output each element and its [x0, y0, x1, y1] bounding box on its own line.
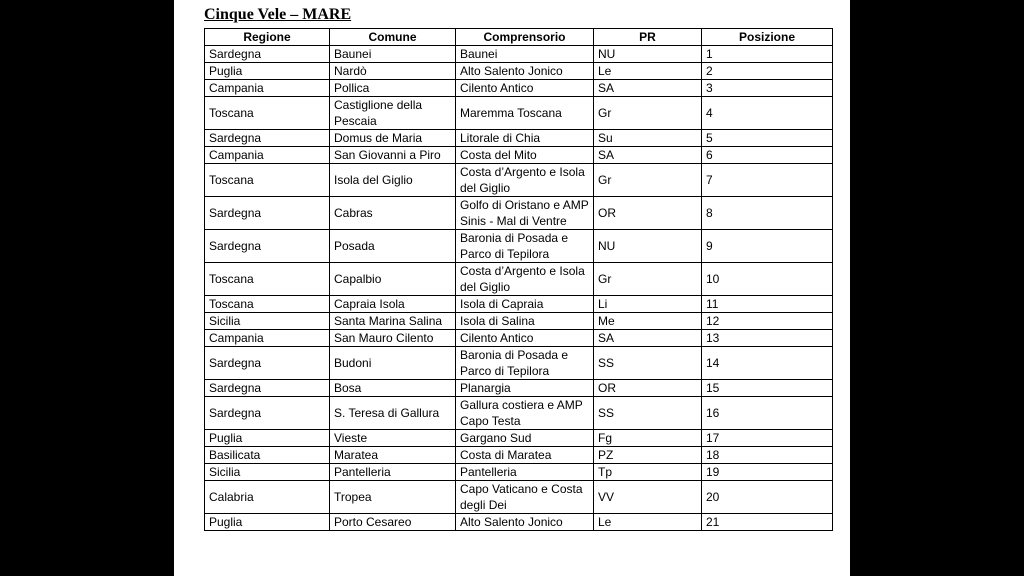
cell-pr: PZ [594, 447, 702, 464]
cell-posizione: 3 [702, 80, 833, 97]
cell-regione: Puglia [205, 514, 330, 531]
cell-comprensorio: Isola di Capraia [456, 296, 594, 313]
cell-regione: Puglia [205, 430, 330, 447]
cell-posizione: 11 [702, 296, 833, 313]
cell-posizione: 9 [702, 230, 833, 263]
table-row [205, 464, 833, 481]
cell-comune: Bosa [330, 380, 456, 397]
cell-pr: SS [594, 347, 702, 380]
table-row [205, 80, 833, 97]
cell-comprensorio: Alto Salento Jonico [456, 514, 594, 531]
table-row [205, 296, 833, 313]
table-row [205, 447, 833, 464]
table-row [205, 380, 833, 397]
cell-posizione: 20 [702, 481, 833, 514]
cell-regione: Sardegna [205, 130, 330, 147]
header-row [205, 29, 833, 46]
cell-comprensorio: Pantelleria [456, 464, 594, 481]
table-row [205, 147, 833, 164]
cell-posizione: 14 [702, 347, 833, 380]
cell-regione: Sardegna [205, 230, 330, 263]
cell-comprensorio: Costa di Maratea [456, 447, 594, 464]
cell-comune: Isola del Giglio [330, 164, 456, 197]
cell-regione: Puglia [205, 63, 330, 80]
cell-comune: Domus de Maria [330, 130, 456, 147]
cell-pr: Gr [594, 263, 702, 296]
cell-regione: Sardegna [205, 380, 330, 397]
cell-posizione: 4 [702, 97, 833, 130]
table-row [205, 514, 833, 531]
cell-pr: Me [594, 313, 702, 330]
cell-posizione: 18 [702, 447, 833, 464]
cell-regione: Toscana [205, 164, 330, 197]
cell-posizione: 8 [702, 197, 833, 230]
cell-comprensorio: Baronia di Posada e Parco di Tepilora [456, 230, 594, 263]
header-comune: Comune [330, 29, 456, 46]
cell-comune: Vieste [330, 430, 456, 447]
table-row [205, 164, 833, 197]
cell-pr: Le [594, 63, 702, 80]
cell-regione: Calabria [205, 481, 330, 514]
table-row [205, 63, 833, 80]
cell-comprensorio: Gallura costiera e AMP Capo Testa [456, 397, 594, 430]
cell-comune: Budoni [330, 347, 456, 380]
cell-comprensorio: Cilento Antico [456, 80, 594, 97]
document-page [174, 0, 850, 576]
header-pr: PR [594, 29, 702, 46]
cell-comune: Cabras [330, 197, 456, 230]
cell-pr: Su [594, 130, 702, 147]
ranking-table [204, 28, 833, 531]
table-row [205, 46, 833, 63]
table-row [205, 330, 833, 347]
cell-comune: Porto Cesareo [330, 514, 456, 531]
cell-comune: Capraia Isola [330, 296, 456, 313]
cell-pr: SS [594, 397, 702, 430]
cell-posizione: 2 [702, 63, 833, 80]
cell-posizione: 12 [702, 313, 833, 330]
cell-comune: Baunei [330, 46, 456, 63]
table-row [205, 230, 833, 263]
cell-pr: SA [594, 80, 702, 97]
cell-comprensorio: Litorale di Chia [456, 130, 594, 147]
cell-regione: Basilicata [205, 447, 330, 464]
cell-posizione: 7 [702, 164, 833, 197]
cell-regione: Sicilia [205, 313, 330, 330]
cell-pr: OR [594, 197, 702, 230]
document-title: Cinque Vele – MARE [204, 6, 352, 23]
cell-posizione: 15 [702, 380, 833, 397]
cell-posizione: 19 [702, 464, 833, 481]
header-posizione: Posizione [702, 29, 833, 46]
cell-comprensorio: Costa d’Argento e Isola del Giglio [456, 263, 594, 296]
cell-pr: VV [594, 481, 702, 514]
cell-regione: Sardegna [205, 397, 330, 430]
cell-comune: Pantelleria [330, 464, 456, 481]
cell-regione: Campania [205, 80, 330, 97]
cell-regione: Sardegna [205, 347, 330, 380]
cell-pr: Tp [594, 464, 702, 481]
cell-comune: S. Teresa di Gallura [330, 397, 456, 430]
table-row [205, 313, 833, 330]
cell-comprensorio: Baunei [456, 46, 594, 63]
cell-comune: Pollica [330, 80, 456, 97]
cell-comprensorio: Capo Vaticano e Costa degli Dei [456, 481, 594, 514]
cell-posizione: 1 [702, 46, 833, 63]
cell-comprensorio: Costa del Mito [456, 147, 594, 164]
cell-comprensorio: Golfo di Oristano e AMP Sinis - Mal di Ventre [456, 197, 594, 230]
cell-regione: Sardegna [205, 46, 330, 63]
cell-pr: Gr [594, 164, 702, 197]
cell-comprensorio: Cilento Antico [456, 330, 594, 347]
table-row [205, 481, 833, 514]
cell-pr: Fg [594, 430, 702, 447]
cell-comune: Capalbio [330, 263, 456, 296]
cell-pr: Li [594, 296, 702, 313]
cell-comprensorio: Maremma Toscana [456, 97, 594, 130]
cell-posizione: 13 [702, 330, 833, 347]
cell-pr: SA [594, 330, 702, 347]
cell-comune: Maratea [330, 447, 456, 464]
table-row [205, 130, 833, 147]
cell-posizione: 10 [702, 263, 833, 296]
cell-posizione: 16 [702, 397, 833, 430]
cell-comprensorio: Costa d’Argento e Isola del Giglio [456, 164, 594, 197]
cell-posizione: 21 [702, 514, 833, 531]
cell-posizione: 17 [702, 430, 833, 447]
cell-regione: Sicilia [205, 464, 330, 481]
cell-regione: Sardegna [205, 197, 330, 230]
table-row [205, 397, 833, 430]
cell-pr: NU [594, 46, 702, 63]
cell-comune: San Mauro Cilento [330, 330, 456, 347]
table-row [205, 347, 833, 380]
header-comprensorio: Comprensorio [456, 29, 594, 46]
header-regione: Regione [205, 29, 330, 46]
cell-posizione: 6 [702, 147, 833, 164]
cell-comune: Nardò [330, 63, 456, 80]
cell-comune: Santa Marina Salina [330, 313, 456, 330]
cell-pr: Gr [594, 97, 702, 130]
cell-comprensorio: Isola di Salina [456, 313, 594, 330]
cell-pr: SA [594, 147, 702, 164]
cell-pr: Le [594, 514, 702, 531]
cell-regione: Toscana [205, 296, 330, 313]
cell-regione: Campania [205, 147, 330, 164]
cell-comprensorio: Alto Salento Jonico [456, 63, 594, 80]
table-row [205, 97, 833, 130]
table-row [205, 430, 833, 447]
cell-comprensorio: Planargia [456, 380, 594, 397]
cell-regione: Toscana [205, 263, 330, 296]
table-row [205, 197, 833, 230]
cell-comune: San Giovanni a Piro [330, 147, 456, 164]
cell-comune: Posada [330, 230, 456, 263]
cell-comprensorio: Gargano Sud [456, 430, 594, 447]
cell-pr: OR [594, 380, 702, 397]
cell-regione: Campania [205, 330, 330, 347]
cell-posizione: 5 [702, 130, 833, 147]
cell-pr: NU [594, 230, 702, 263]
cell-comune: Castiglione della Pescaia [330, 97, 456, 130]
cell-comune: Tropea [330, 481, 456, 514]
cell-regione: Toscana [205, 97, 330, 130]
table-row [205, 263, 833, 296]
cell-comprensorio: Baronia di Posada e Parco di Tepilora [456, 347, 594, 380]
